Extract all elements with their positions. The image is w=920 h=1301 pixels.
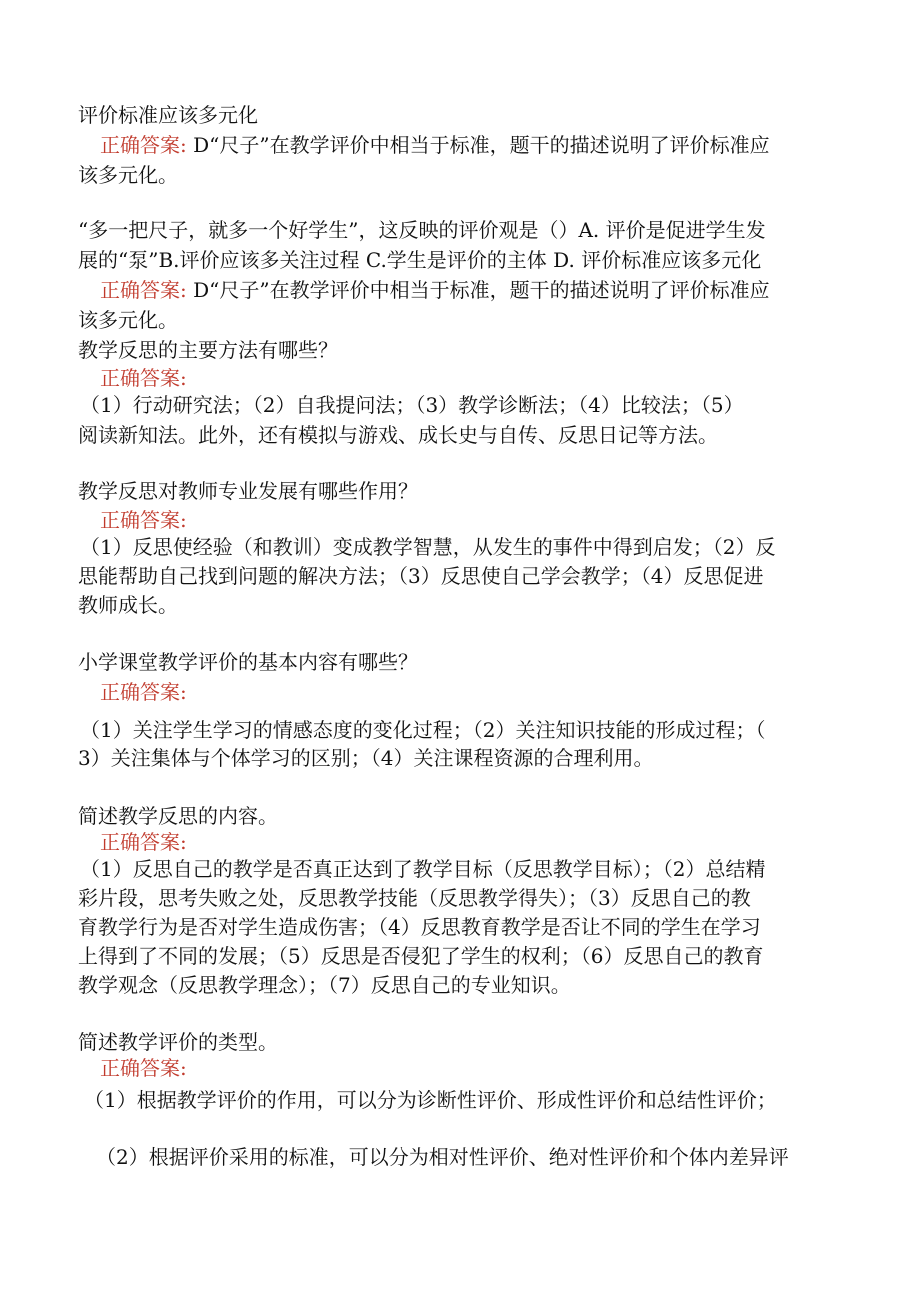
answer-text: 上得到了不同的发展；（5）反思是否侵犯了学生的权利；（6）反思自己的教育: [78, 944, 764, 968]
question-text: 展的“泵”B.评价应该多关注过程 C.学生是评价的主体 D. 评价标准应该多元化: [78, 248, 762, 272]
answer-text: 思能帮助自己找到问题的解决方法；（3）反思使自己学会教学；（4）反思促进: [78, 564, 764, 588]
answer-label: 正确答案:: [100, 830, 187, 854]
answer-text: （1）关注学生学习的情感态度的变化过程；（2）关注知识技能的形成过程；（: [80, 718, 766, 742]
question-text: 简述教学反思的内容。: [78, 804, 278, 828]
question-text: 教学反思的主要方法有哪些？: [78, 338, 338, 362]
question-text: “多一把尺子，就多一个好学生”，这反映的评价观是（）A. 评价是促进学生发: [78, 218, 766, 242]
answer-text: 教师成长。: [78, 593, 178, 617]
answer-text: （1）反思使经验（和教训）变成教学智慧，从发生的事件中得到启发；（2）反: [80, 535, 776, 559]
question-text: 评价标准应该多元化: [78, 103, 258, 127]
answer-text: 3）关注集体与个体学习的区别；（4）关注课程资源的合理利用。: [78, 746, 654, 770]
answer-text: （2）根据评价采用的标准，可以分为相对性评价、绝对性评价和个体内差异评: [96, 1145, 789, 1169]
answer-label: 正确答案:: [100, 508, 187, 532]
question-text: 简述教学评价的类型。: [78, 1030, 278, 1054]
answer-text: （1）根据教学评价的作用，可以分为诊断性评价、形成性评价和总结性评价；: [84, 1088, 777, 1112]
answer-text: D“尺子”在教学评价中相当于标准，题干的描述说明了评价标准应: [186, 278, 770, 302]
answer-text: D“尺子”在教学评价中相当于标准，题干的描述说明了评价标准应: [186, 133, 770, 157]
answer-text: 该多元化。: [78, 308, 178, 332]
question-text: 教学反思对教师专业发展有哪些作用？: [78, 479, 418, 503]
answer-label: 正确答案:: [100, 680, 187, 704]
answer-line: [100, 276, 770, 304]
answer-text: 该多元化。: [78, 163, 178, 187]
answer-text: 教学观念（反思教学理念）；（7）反思自己的专业知识。: [78, 973, 571, 997]
answer-label: 正确答案:: [100, 278, 187, 302]
answer-text: 阅读新知法。此外，还有模拟与游戏、成长史与自传、反思日记等方法。: [78, 423, 718, 447]
answer-text: （1）行动研究法；（2）自我提问法；（3）教学诊断法；（4）比较法；（5）: [80, 393, 744, 417]
answer-text: 彩片段，思考失败之处，反思教学技能（反思教学得失）；（3）反思自己的教: [78, 886, 751, 910]
question-text: 小学课堂教学评价的基本内容有哪些？: [78, 650, 418, 674]
answer-text: 育教学行为是否对学生造成伤害；（4）反思教育教学是否让不同的学生在学习: [78, 915, 761, 939]
answer-label: 正确答案:: [100, 366, 187, 390]
answer-line: [100, 131, 770, 159]
answer-label: 正确答案:: [100, 133, 187, 157]
answer-text: （1）反思自己的教学是否真正达到了教学目标（反思教学目标）；（2）总结精: [80, 857, 766, 881]
answer-label: 正确答案:: [100, 1056, 187, 1080]
